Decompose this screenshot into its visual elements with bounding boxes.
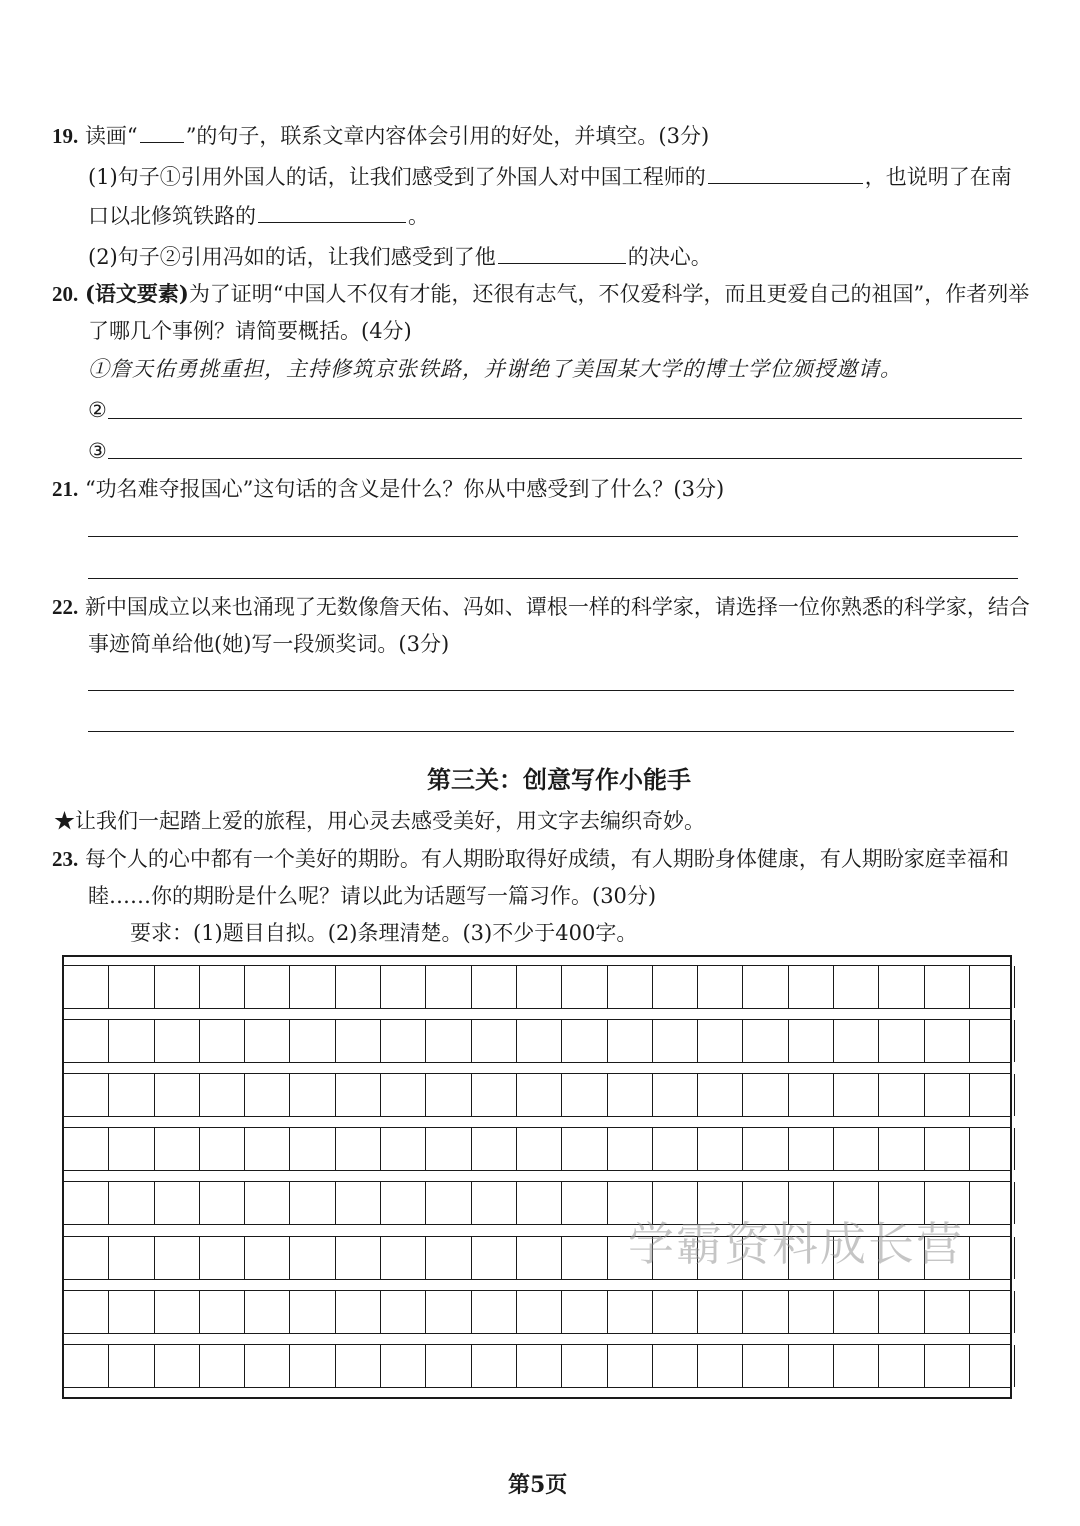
grid-cell[interactable] [155, 1128, 200, 1170]
grid-cell[interactable] [472, 1345, 517, 1387]
grid-cell[interactable] [789, 1020, 834, 1062]
q20-answer-line-3[interactable] [108, 458, 1022, 459]
grid-cell[interactable] [743, 1345, 788, 1387]
grid-cell[interactable] [200, 966, 245, 1008]
grid-cell[interactable] [245, 966, 290, 1008]
q23-stem-line2: 睦……你的期盼是什么呢？请以此为话题写一篇习作。(30分) [88, 884, 657, 908]
grid-cell[interactable] [381, 966, 426, 1008]
grid-cell[interactable] [517, 1074, 562, 1116]
grid-cell[interactable] [879, 966, 924, 1008]
grid-cell[interactable] [970, 1237, 1015, 1279]
grid-cell[interactable] [517, 1182, 562, 1224]
grid-cell[interactable] [925, 1020, 970, 1062]
grid-cell[interactable] [155, 1291, 200, 1333]
grid-cell[interactable] [290, 1345, 335, 1387]
q22-number: 22. [52, 595, 79, 619]
grid-cell[interactable] [472, 1074, 517, 1116]
grid-cell[interactable] [472, 1237, 517, 1279]
grid-cell[interactable] [381, 1182, 426, 1224]
grid-cell[interactable] [789, 1128, 834, 1170]
grid-cell[interactable] [200, 1237, 245, 1279]
grid-cell[interactable] [970, 1020, 1015, 1062]
grid-cell[interactable] [426, 966, 471, 1008]
watermark: 学霸资料成长营 [628, 1217, 964, 1271]
grid-cell[interactable] [64, 1182, 109, 1224]
grid-cell[interactable] [562, 1020, 607, 1062]
grid-cell[interactable] [970, 966, 1015, 1008]
grid-cell[interactable] [245, 1020, 290, 1062]
grid-cell[interactable] [608, 1020, 653, 1062]
grid-cell[interactable] [653, 1020, 698, 1062]
grid-cell[interactable] [109, 1182, 154, 1224]
q20-answer-line-2[interactable] [108, 418, 1022, 419]
grid-cell[interactable] [290, 1074, 335, 1116]
grid-cell[interactable] [109, 1074, 154, 1116]
q20-number: 20. [52, 282, 79, 306]
grid-cell[interactable] [653, 1074, 698, 1116]
grid-cell[interactable] [245, 1291, 290, 1333]
grid-cell[interactable] [789, 1345, 834, 1387]
q20-mark-3: ③ [88, 439, 107, 463]
grid-cell[interactable] [472, 1291, 517, 1333]
section-intro: ★让我们一起踏上爱的旅程，用心灵去感受美好，用文字去编织奇妙。 [54, 809, 705, 833]
grid-cell[interactable] [698, 1345, 743, 1387]
grid-cell[interactable] [336, 1020, 381, 1062]
grid-cell[interactable] [562, 966, 607, 1008]
grid-cell[interactable] [64, 1074, 109, 1116]
grid-cell[interactable] [653, 1345, 698, 1387]
q19-stem-part-b: ”的句子，联系文章内容体会引用的好处，并填空。(3分) [185, 124, 710, 148]
grid-cell[interactable] [426, 1345, 471, 1387]
q19-blank-1[interactable] [708, 165, 863, 184]
grid-cell[interactable] [472, 1128, 517, 1170]
grid-cell[interactable] [155, 1237, 200, 1279]
grid-cell[interactable] [879, 1128, 924, 1170]
grid-cell[interactable] [562, 1237, 607, 1279]
grid-cell[interactable] [426, 1074, 471, 1116]
q20-answer-1: ①詹天佑勇挑重担，主持修筑京张铁路，并谢绝了美国某大学的博士学位颁授邀请。 [88, 357, 902, 381]
q19-stem [52, 124, 709, 147]
q19-blank-3[interactable] [498, 245, 626, 264]
grid-cell[interactable] [155, 1345, 200, 1387]
q21-answer-line-2[interactable] [88, 578, 1018, 579]
grid-cell[interactable] [290, 1182, 335, 1224]
grid-cell[interactable] [109, 1345, 154, 1387]
grid-cell[interactable] [698, 1020, 743, 1062]
grid-row [64, 965, 1010, 1009]
q21-answer-line-1[interactable] [88, 536, 1018, 537]
grid-cell[interactable] [970, 1074, 1015, 1116]
grid-cell[interactable] [517, 1128, 562, 1170]
grid-cell[interactable] [426, 1128, 471, 1170]
grid-cell[interactable] [743, 1020, 788, 1062]
grid-cell[interactable] [109, 1291, 154, 1333]
q19-stem-part-a: 读画“ [84, 124, 138, 148]
grid-cell[interactable] [290, 1020, 335, 1062]
grid-cell[interactable] [472, 1020, 517, 1062]
grid-cell[interactable] [879, 1074, 924, 1116]
grid-cell[interactable] [64, 1345, 109, 1387]
grid-cell[interactable] [653, 1128, 698, 1170]
grid-cell[interactable] [155, 1182, 200, 1224]
grid-cell[interactable] [200, 1128, 245, 1170]
grid-cell[interactable] [970, 1128, 1015, 1170]
grid-cell[interactable] [925, 1345, 970, 1387]
grid-cell[interactable] [381, 1345, 426, 1387]
grid-cell[interactable] [970, 1345, 1015, 1387]
grid-cell[interactable] [834, 1291, 879, 1333]
grid-row [64, 1019, 1010, 1063]
grid-cell[interactable] [336, 1345, 381, 1387]
grid-cell[interactable] [109, 1020, 154, 1062]
grid-cell[interactable] [562, 1182, 607, 1224]
q21-stem: 21. “功名难夺报国心”这句话的含义是什么？你从中感受到了什么？(3分) [52, 477, 725, 501]
q19-blank-2[interactable] [258, 204, 406, 223]
grid-cell[interactable] [562, 1291, 607, 1333]
grid-row [64, 1073, 1010, 1117]
q22-answer-line-2[interactable] [88, 731, 1014, 732]
page-number: 第5页 [508, 1472, 568, 1498]
grid-cell[interactable] [336, 1237, 381, 1279]
q20-stem-line2: 了哪几个事例？请简要概括。(4分) [88, 319, 412, 343]
grid-cell[interactable] [653, 966, 698, 1008]
grid-cell[interactable] [64, 1128, 109, 1170]
q22-stem-line1: 22. 新中国成立以来也涌现了无数像詹天佑、冯如、谭根一样的科学家，请选择一位你熟悉的科学家，结合 [52, 595, 1030, 619]
grid-cell[interactable] [155, 1020, 200, 1062]
grid-cell[interactable] [245, 1345, 290, 1387]
grid-cell[interactable] [970, 1182, 1015, 1224]
grid-cell[interactable] [789, 966, 834, 1008]
grid-cell[interactable] [426, 1182, 471, 1224]
grid-cell[interactable] [517, 1020, 562, 1062]
grid-cell[interactable] [562, 1128, 607, 1170]
grid-cell[interactable] [64, 1291, 109, 1333]
grid-cell[interactable] [834, 1020, 879, 1062]
grid-cell[interactable] [155, 1074, 200, 1116]
grid-cell[interactable] [381, 1128, 426, 1170]
grid-cell[interactable] [653, 1291, 698, 1333]
grid-cell[interactable] [608, 1074, 653, 1116]
grid-cell[interactable] [200, 1345, 245, 1387]
grid-cell[interactable] [245, 1237, 290, 1279]
q23-stem-line1: 23. 每个人的心中都有一个美好的期盼。有人期盼取得好成绩，有人期盼身体健康，有人期盼家庭幸福和 [52, 847, 1009, 871]
grid-row [64, 1127, 1010, 1171]
grid-cell[interactable] [834, 966, 879, 1008]
grid-cell[interactable] [925, 1074, 970, 1116]
grid-row [64, 1344, 1010, 1388]
grid-cell[interactable] [879, 1291, 924, 1333]
grid-cell[interactable] [698, 1291, 743, 1333]
grid-cell[interactable] [336, 966, 381, 1008]
grid-cell[interactable] [743, 1291, 788, 1333]
grid-cell[interactable] [834, 1128, 879, 1170]
grid-cell[interactable] [789, 1074, 834, 1116]
q23-number: 23. [52, 847, 79, 871]
grid-cell[interactable] [381, 1291, 426, 1333]
grid-cell[interactable] [743, 1074, 788, 1116]
grid-cell[interactable] [245, 1182, 290, 1224]
grid-cell[interactable] [608, 1345, 653, 1387]
grid-cell[interactable] [879, 1020, 924, 1062]
grid-cell[interactable] [426, 1237, 471, 1279]
grid-cell[interactable] [426, 1020, 471, 1062]
grid-cell[interactable] [743, 966, 788, 1008]
q22-stem-line2: 事迹简单给他(她)写一段颁奖词。(3分) [88, 632, 450, 656]
grid-cell[interactable] [155, 966, 200, 1008]
grid-cell[interactable] [517, 1345, 562, 1387]
grid-row [64, 1290, 1010, 1334]
q20-mark-2: ② [88, 398, 107, 422]
grid-cell[interactable] [925, 966, 970, 1008]
grid-cell[interactable] [290, 966, 335, 1008]
grid-cell[interactable] [290, 1237, 335, 1279]
grid-cell[interactable] [925, 1128, 970, 1170]
grid-cell[interactable] [608, 1128, 653, 1170]
grid-cell[interactable] [789, 1291, 834, 1333]
grid-cell[interactable] [64, 1237, 109, 1279]
grid-cell[interactable] [970, 1291, 1015, 1333]
q19-underline-sample [140, 124, 184, 143]
grid-cell[interactable] [381, 1237, 426, 1279]
grid-cell[interactable] [608, 1291, 653, 1333]
grid-cell[interactable] [472, 966, 517, 1008]
grid-cell[interactable] [336, 1128, 381, 1170]
q23-requirements: 要求：(1)题目自拟。(2)条理清楚。(3)不少于400字。 [130, 921, 638, 945]
grid-cell[interactable] [336, 1074, 381, 1116]
writing-grid[interactable] [62, 955, 1012, 1399]
grid-cell[interactable] [245, 1074, 290, 1116]
grid-cell[interactable] [109, 1128, 154, 1170]
grid-cell[interactable] [290, 1128, 335, 1170]
grid-cell[interactable] [290, 1291, 335, 1333]
q20-stem-line1: 20. (语文要素)为了证明“中国人不仅有才能，还很有志气，不仅爱科学，而且更爱自己的祖国”，作者列举 [52, 281, 1030, 306]
grid-cell[interactable] [879, 1345, 924, 1387]
grid-cell[interactable] [200, 1074, 245, 1116]
grid-cell[interactable] [200, 1291, 245, 1333]
grid-cell[interactable] [517, 966, 562, 1008]
grid-cell[interactable] [698, 1074, 743, 1116]
grid-cell[interactable] [109, 966, 154, 1008]
q19-part1-line2: 口以北修筑铁路的 。 [88, 204, 429, 228]
grid-cell[interactable] [698, 966, 743, 1008]
grid-cell[interactable] [743, 1128, 788, 1170]
grid-cell[interactable] [698, 1128, 743, 1170]
grid-cell[interactable] [245, 1128, 290, 1170]
grid-cell[interactable] [426, 1291, 471, 1333]
grid-cell[interactable] [608, 966, 653, 1008]
q19-number: 19. [52, 124, 79, 148]
grid-cell[interactable] [834, 1345, 879, 1387]
q21-number: 21. [52, 477, 79, 501]
section-title: 第三关：创意写作小能手 [427, 765, 691, 794]
grid-cell[interactable] [472, 1182, 517, 1224]
grid-cell[interactable] [200, 1182, 245, 1224]
grid-cell[interactable] [109, 1237, 154, 1279]
grid-cell[interactable] [834, 1074, 879, 1116]
q22-answer-line-1[interactable] [88, 690, 1014, 691]
grid-cell[interactable] [200, 1020, 245, 1062]
q19-part1-line1: (1)句子①引用外国人的话，让我们感受到了外国人对中国工程师的 ，也说明了在南 [88, 165, 1012, 189]
q19-part2: (2)句子②引用冯如的话，让我们感受到了他 的决心。 [88, 245, 712, 269]
grid-cell[interactable] [517, 1237, 562, 1279]
grid-cell[interactable] [381, 1074, 426, 1116]
q20-tag: (语文要素) [84, 281, 189, 306]
grid-cell[interactable] [336, 1291, 381, 1333]
grid-cell[interactable] [336, 1182, 381, 1224]
grid-cell[interactable] [517, 1291, 562, 1333]
grid-cell[interactable] [381, 1020, 426, 1062]
grid-cell[interactable] [64, 1020, 109, 1062]
grid-cell[interactable] [562, 1345, 607, 1387]
grid-cell[interactable] [562, 1074, 607, 1116]
grid-cell[interactable] [64, 966, 109, 1008]
grid-cell[interactable] [925, 1291, 970, 1333]
